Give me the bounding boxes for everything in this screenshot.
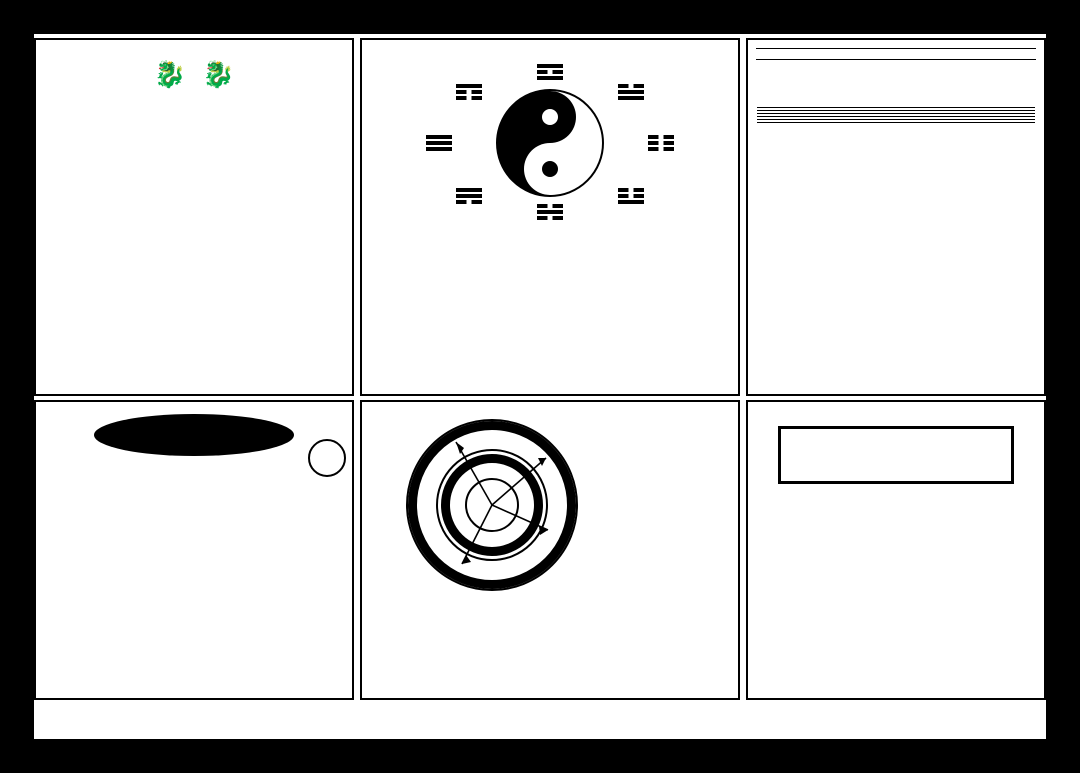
- table-row: [757, 123, 1035, 126]
- trigram-n: [537, 64, 563, 80]
- wheel-pointers: [398, 414, 586, 596]
- prediction-rows: [748, 60, 1044, 87]
- marquee-right: [1046, 34, 1080, 739]
- trigram-sw: [456, 188, 482, 204]
- zodiac-poem-panel: [34, 38, 354, 396]
- wong-banner: [778, 426, 1014, 484]
- trigram-ne: [618, 84, 644, 100]
- tema-body: [36, 456, 352, 464]
- hot-cold-table: [757, 107, 1035, 125]
- dragon-icon: 🐉: [202, 60, 235, 90]
- footer-note: [34, 738, 1046, 760]
- trigram-w: [426, 135, 452, 151]
- lucky-wheel-panel: [360, 400, 740, 700]
- tema-panel: [34, 400, 354, 700]
- zodiac-poem-header: [36, 46, 352, 104]
- wheel-strip-text: [360, 702, 740, 736]
- compass-wheel: [398, 414, 586, 596]
- cell-give: [966, 123, 1036, 126]
- yin-dot: [542, 109, 558, 125]
- bagua-diagram: [400, 48, 700, 238]
- prediction-verse: [748, 94, 1044, 101]
- wong-tai-sin-panel: [746, 400, 1046, 700]
- taiji-panel: [360, 38, 740, 396]
- tema-strip-numbers: [34, 702, 354, 736]
- dragon-icon: 🐉: [153, 60, 186, 90]
- prediction-numbers: [756, 48, 1036, 60]
- cell-cold: [896, 123, 966, 126]
- cell-hot: [826, 123, 896, 126]
- wheel-side-text: [588, 410, 734, 586]
- trigram-nw: [456, 84, 482, 100]
- trigram-s: [537, 204, 563, 220]
- prediction-panel: [746, 38, 1046, 396]
- yin-yang-symbol: [496, 89, 604, 197]
- tema-bonus-number: [308, 439, 346, 477]
- yang-dot: [542, 161, 558, 177]
- tema-title-banner: [94, 414, 294, 456]
- taiji-description: [362, 238, 738, 242]
- zodiac-poem-lines: [36, 110, 352, 360]
- tema-bonus: [306, 412, 348, 483]
- marquee-top: [0, 0, 1080, 34]
- cell-gate: [757, 123, 827, 126]
- trigram-e: [648, 135, 674, 151]
- page-content: [34, 34, 1046, 739]
- lucky-wheel-area: [362, 408, 738, 598]
- trigram-se: [618, 188, 644, 204]
- marquee-left: [0, 34, 34, 739]
